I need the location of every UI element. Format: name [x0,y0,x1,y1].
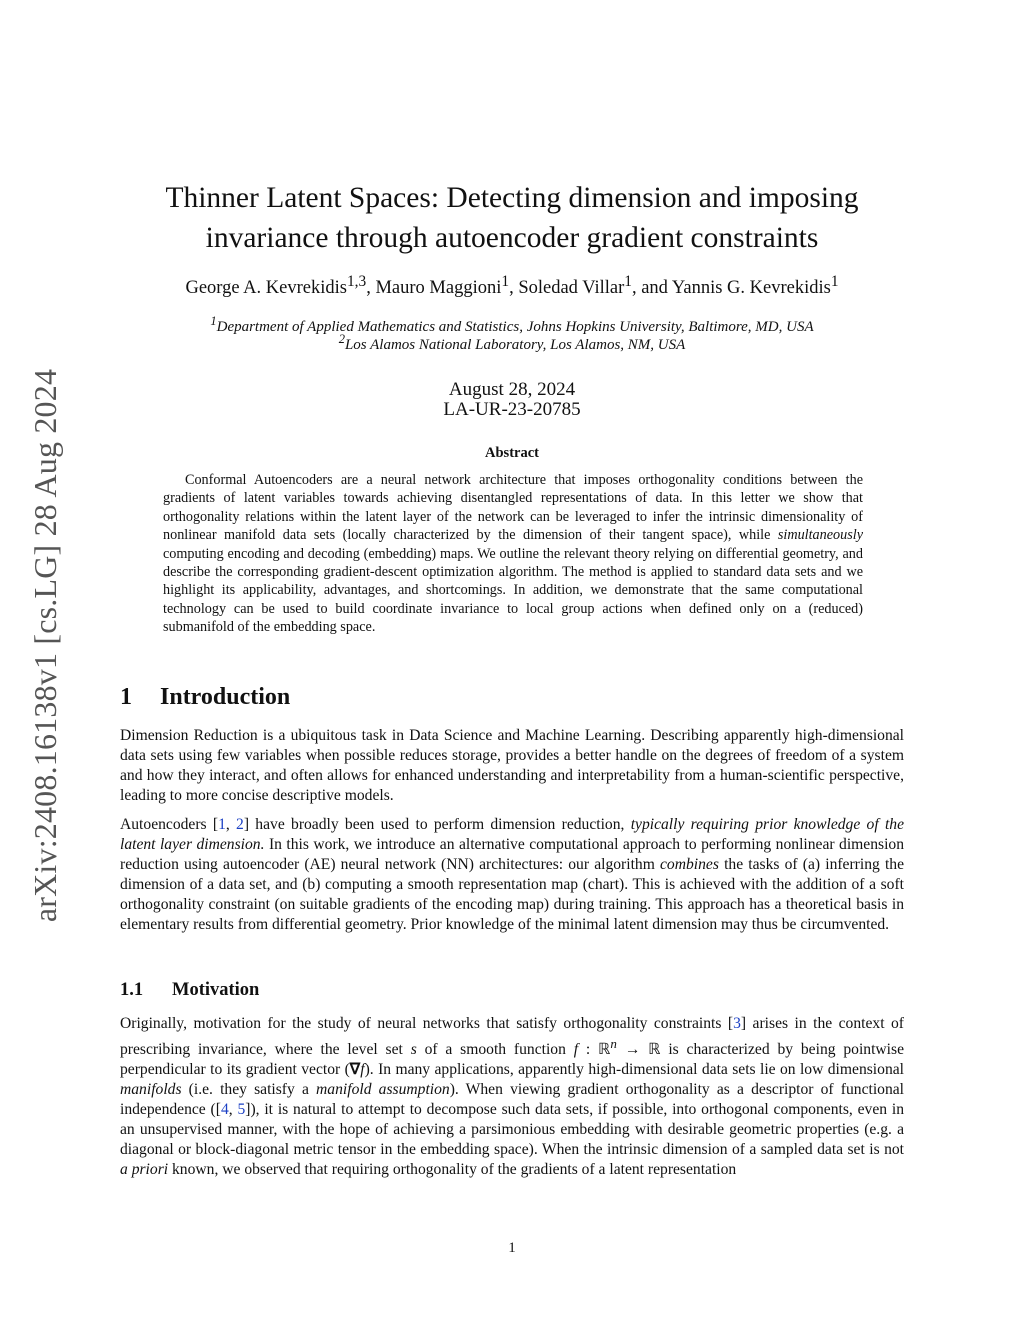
citation-link-2[interactable]: 2 [236,816,244,833]
arxiv-sidebar-stamp [22,348,70,942]
citation-link-1[interactable]: 1 [218,816,226,833]
affiliation-2 [120,332,904,354]
author-4-affil: 1 [830,273,839,290]
abstract-emphasis: simultaneously [777,527,863,544]
paper-date: August 28, 2024 [448,379,576,400]
citation-link-3[interactable]: 3 [733,1015,741,1032]
intro-paragraph-1: Dimension Reduction is a ubiquitous task in Data Science and Machine Learning. Describing apparently high-dimensional data sets using few variables when possible reduces storage, provides a better handle on the degrees of freedom of a system and how they interact, and often allows for enhanced understanding and interpretability from a human-scientific perspective, leading to more concise descriptive models. [120,727,904,804]
author-4: Yannis G. Kevrekidis [671,278,831,299]
subsection-title: Motivation [172,980,260,1000]
title-line-2: invariance through autoencoder gradient constraints [205,222,819,254]
author-2-affil: 1 [501,273,510,290]
citation-link-4[interactable]: 4 [220,1101,229,1119]
motivation-paragraph: Originally, motivation for the study of neural networks that satisfy orthogonality constraints [3] arises in the context of prescribing invariance, where the level set s of a smooth function f : ℝ$^n$ → ℝ is characterized by being pointwise perpendicular to its gradient vector (∇f). In many applications, apparently high-dimensional data sets lie on low dimensional manifolds (i.e. they satisfy a manifold assumption). When viewing gradient orthogonality as a descriptor of functional independence ([4, 5]), it is natural to attempt to decompose such data sets, if possible, into orthogonal components, even in an unsupervised manner, with the hope of achieving a parsimonious embedding with desirable geometric properties (e.g. a diagonal or block-diagonal metric tensor in the embedding space). When the intrinsic dimension of a sampled data set is not a priori known, we observed that requiring orthogonality of the gradients of a latent representation [120,1015,904,1179]
section-title: Introduction [160,684,291,710]
subsection-heading-motivation [120,980,259,1001]
subsection-number: 1.1 [120,980,144,1000]
author-list: George A. Kevrekidis$^{1,3}$, Mauro Maggioni$^1$, Soledad Villar$^1$, and Yannis G. Kevrekidis$^1$ [185,273,839,299]
paper-title [120,178,904,258]
citation-link-5[interactable]: 5 [237,1101,246,1119]
author-2: Mauro Maggioni [375,278,502,299]
title-line-1: Thinner Latent Spaces: Detecting dimension and imposing [165,182,859,214]
affiliation-1-text: Department of Applied Mathematics and Statistics, Johns Hopkins University, Baltimore, MD, USA [216,319,814,335]
abstract-text: Conformal Autoencoders are a neural network architecture that imposes orthogonality conditions between the gradients of latent variables towards achieving disentangled representations of data. In this letter we show that orthogonality relations within the latent layer of the network can be leveraged to infer the intrinsic dimensionality of nonlinear manifold data sets (locally characterized by the dimension of their tangent space), while simultaneously computing encoding and decoding (embedding) maps. We outline the relevant theory relying on differential geometry, and describe the corresponding gradient-descent optimization algorithm. The method is applied to standard data sets and we highlight its applicability, advantages, and shortcomings. In addition, we demonstrate that the same computational technology can be used to build coordinate invariance to local group actions when defined only on a (reduced) submanifold of the embedding space. [163,472,863,636]
author-1: George A. Kevrekidis [185,278,347,299]
affiliation-2-text: Los Alamos National Laboratory, Los Alamos, NM, USA [344,337,686,353]
author-3: Soledad Villar [518,278,625,299]
affiliation-2-mark: 2 [338,332,345,346]
author-1-affil: 1,3 [346,273,367,290]
abstract-heading: Abstract [485,445,539,461]
affiliation-1-mark: 1 [210,314,217,328]
report-number: LA-UR-23-20785 [443,399,581,420]
page-number: 1 [508,1240,516,1256]
arxiv-identifier: arXiv:2408.16138v1 [cs.LG] 28 Aug 2024 [27,368,64,922]
section-number: 1 [120,684,132,710]
section-heading-introduction [120,684,290,711]
intro-paragraph-2: Autoencoders [1, 2] have broadly been used to perform dimension reduction, typically requiring prior knowledge of the latent layer dimension. In this work, we introduce an alternative computational approach to performing nonlinear dimension reduction using autoencoder (AE) neural network (NN) architectures: our algorithm combines the tasks of (a) inferring the dimension of a data set, and (b) computing a smooth representation map (chart). This is achieved with the addition of a soft orthogonality constraint (on suitable gradients of the encoding map) during training. This approach has a theoretical basis in elementary results from differential geometry. Prior knowledge of the minimal latent dimension may thus be circumvented. [120,816,904,933]
author-3-affil: 1 [624,273,632,290]
